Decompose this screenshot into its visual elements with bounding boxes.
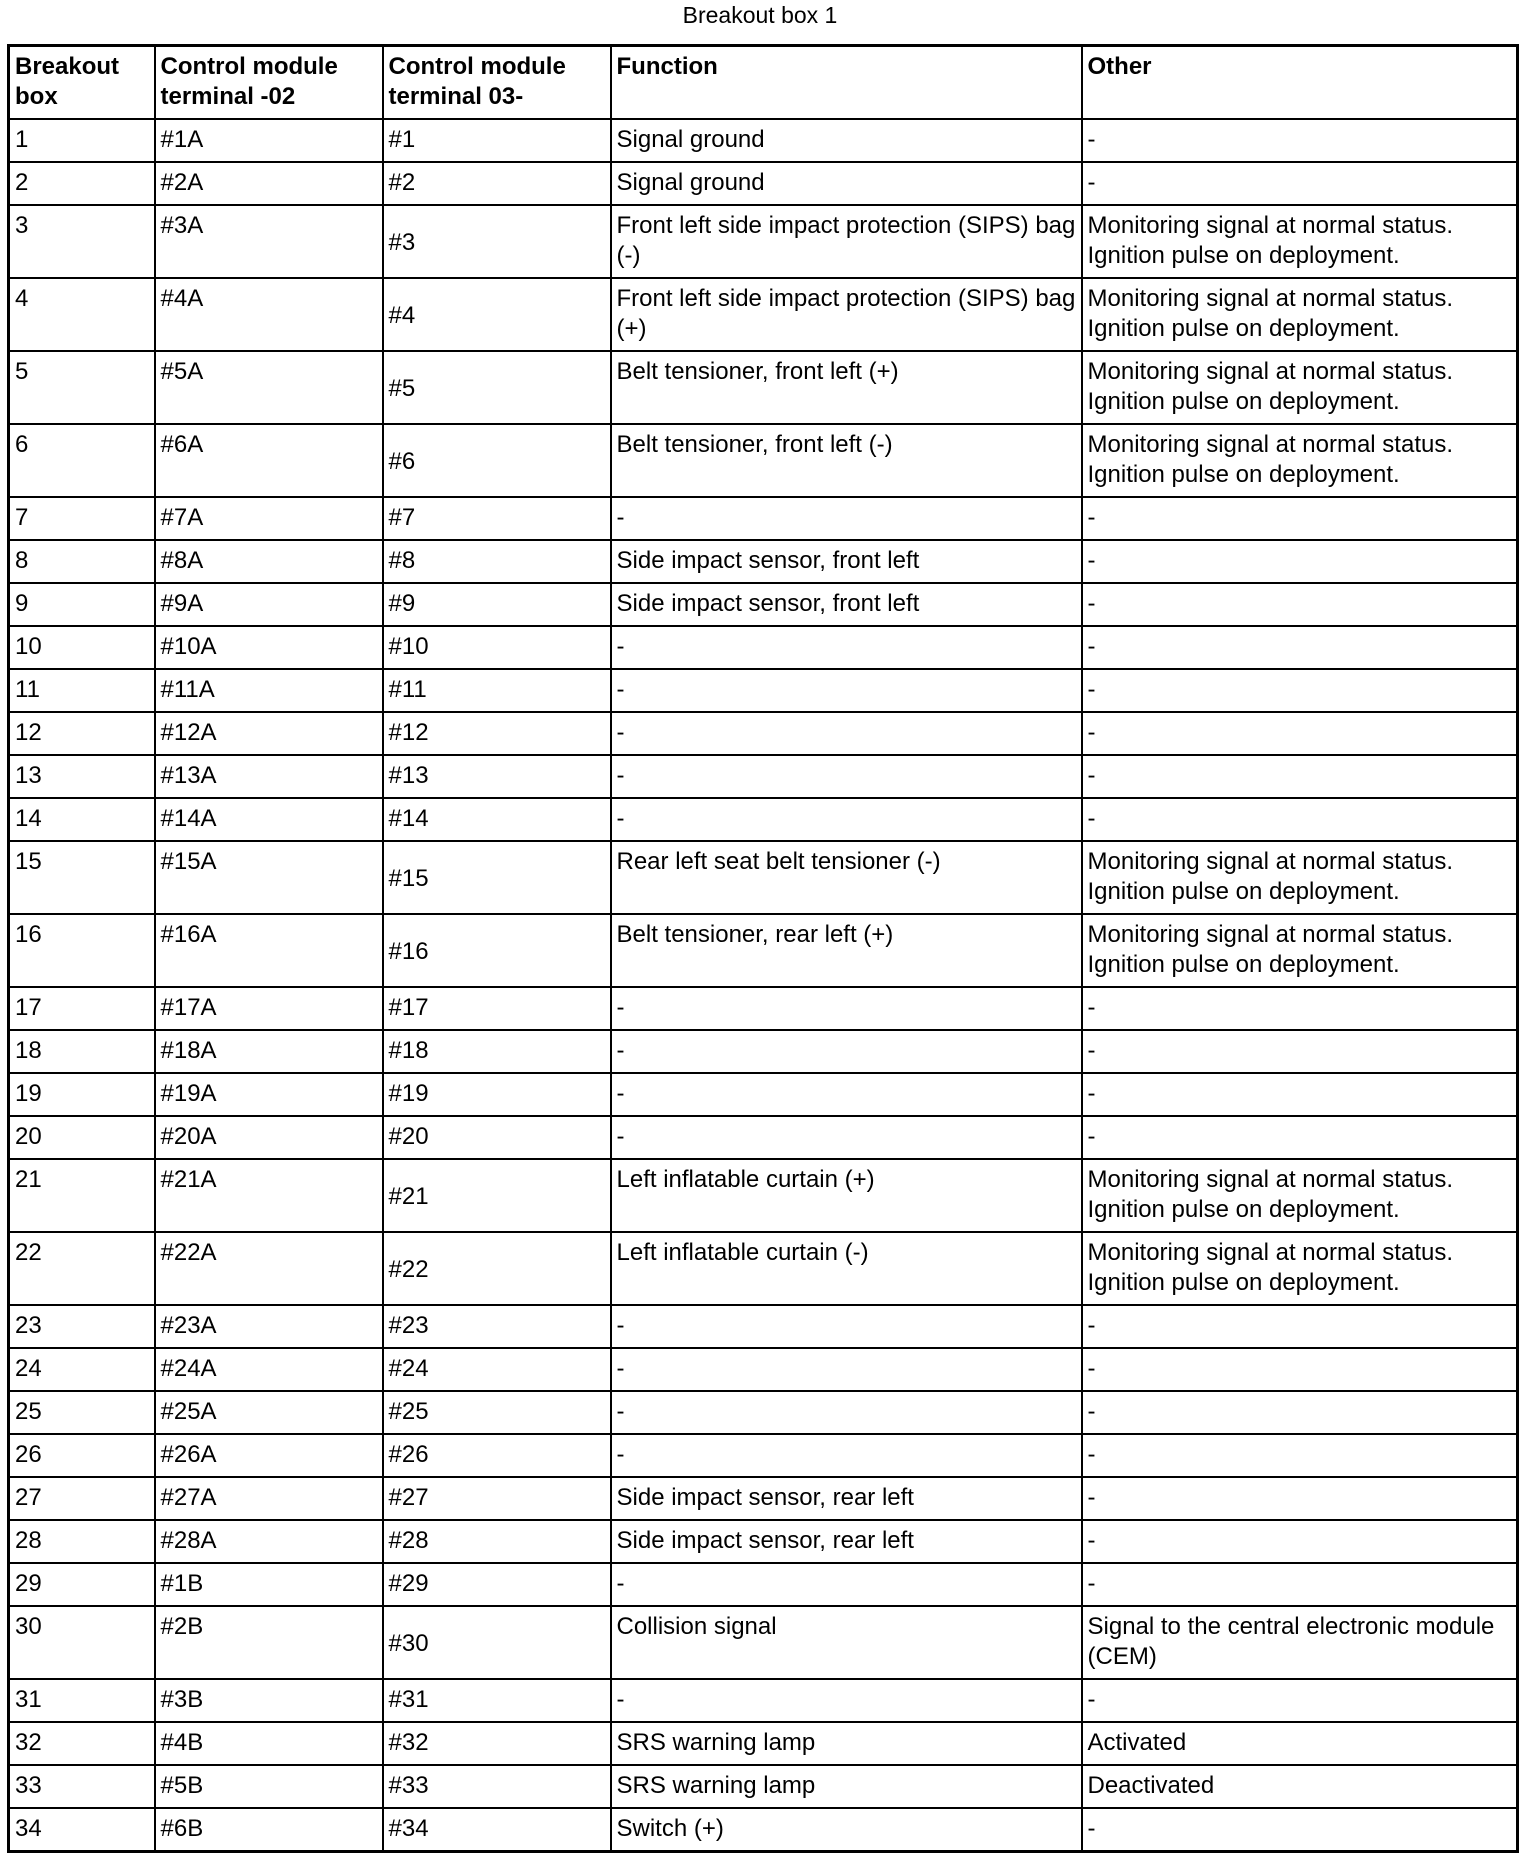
table-row xyxy=(9,1606,1518,1679)
breakout-box-cell: 5 xyxy=(9,351,155,424)
terminal-03-cell: #14 xyxy=(383,798,611,841)
table-row xyxy=(9,841,1518,914)
terminal-03-cell: #7 xyxy=(383,497,611,540)
table-row xyxy=(9,1808,1518,1852)
table-body xyxy=(9,119,1518,1852)
terminal-03-cell: #26 xyxy=(383,1434,611,1477)
column-header-terminal-02: Control module terminal -02 xyxy=(155,46,383,120)
terminal-03-cell: #16 xyxy=(383,914,611,987)
other-cell: Monitoring signal at normal status. Ignition pulse on deployment. xyxy=(1082,205,1518,278)
breakout-box-cell: 25 xyxy=(9,1391,155,1434)
other-cell: - xyxy=(1082,119,1518,162)
breakout-box-cell: 28 xyxy=(9,1520,155,1563)
other-cell: - xyxy=(1082,1679,1518,1722)
function-cell: Belt tensioner, front left (-) xyxy=(611,424,1082,497)
terminal-03-cell: #25 xyxy=(383,1391,611,1434)
terminal-03-cell: #22 xyxy=(383,1232,611,1305)
function-cell: - xyxy=(611,755,1082,798)
table-row xyxy=(9,1305,1518,1348)
breakout-box-cell: 22 xyxy=(9,1232,155,1305)
other-cell: - xyxy=(1082,1434,1518,1477)
other-cell: Activated xyxy=(1082,1722,1518,1765)
terminal-02-cell: #6B xyxy=(155,1808,383,1852)
breakout-box-cell: 10 xyxy=(9,626,155,669)
function-cell: - xyxy=(611,1073,1082,1116)
breakout-box-cell: 29 xyxy=(9,1563,155,1606)
table-row xyxy=(9,914,1518,987)
breakout-box-cell: 13 xyxy=(9,755,155,798)
terminal-02-cell: #17A xyxy=(155,987,383,1030)
terminal-02-cell: #23A xyxy=(155,1305,383,1348)
function-cell: - xyxy=(611,669,1082,712)
breakout-box-cell: 9 xyxy=(9,583,155,626)
breakout-box-cell: 31 xyxy=(9,1679,155,1722)
function-cell: - xyxy=(611,1563,1082,1606)
terminal-02-cell: #13A xyxy=(155,755,383,798)
terminal-03-cell: #19 xyxy=(383,1073,611,1116)
terminal-02-cell: #28A xyxy=(155,1520,383,1563)
function-cell: - xyxy=(611,497,1082,540)
function-cell: - xyxy=(611,712,1082,755)
terminal-02-cell: #26A xyxy=(155,1434,383,1477)
table-row xyxy=(9,1159,1518,1232)
breakout-box-cell: 3 xyxy=(9,205,155,278)
terminal-03-cell: #15 xyxy=(383,841,611,914)
function-cell: Side impact sensor, front left xyxy=(611,583,1082,626)
terminal-03-cell: #27 xyxy=(383,1477,611,1520)
terminal-02-cell: #27A xyxy=(155,1477,383,1520)
other-cell: - xyxy=(1082,162,1518,205)
table-row xyxy=(9,626,1518,669)
other-cell: Signal to the central electronic module (CEM) xyxy=(1082,1606,1518,1679)
terminal-02-cell: #20A xyxy=(155,1116,383,1159)
table-row xyxy=(9,497,1518,540)
function-cell: Front left side impact protection (SIPS) bag (+) xyxy=(611,278,1082,351)
terminal-02-cell: #12A xyxy=(155,712,383,755)
terminal-03-cell: #3 xyxy=(383,205,611,278)
terminal-02-cell: #6A xyxy=(155,424,383,497)
other-cell: Monitoring signal at normal status. Ignition pulse on deployment. xyxy=(1082,424,1518,497)
table-row xyxy=(9,1434,1518,1477)
breakout-box-cell: 33 xyxy=(9,1765,155,1808)
terminal-02-cell: #22A xyxy=(155,1232,383,1305)
function-cell: - xyxy=(611,1305,1082,1348)
table-row xyxy=(9,1520,1518,1563)
function-cell: Front left side impact protection (SIPS) bag (-) xyxy=(611,205,1082,278)
breakout-box-cell: 23 xyxy=(9,1305,155,1348)
function-cell: Collision signal xyxy=(611,1606,1082,1679)
terminal-02-cell: #16A xyxy=(155,914,383,987)
breakout-box-cell: 15 xyxy=(9,841,155,914)
terminal-03-cell: #11 xyxy=(383,669,611,712)
function-cell: Side impact sensor, front left xyxy=(611,540,1082,583)
function-cell: Rear left seat belt tensioner (-) xyxy=(611,841,1082,914)
table-row xyxy=(9,1679,1518,1722)
table-row xyxy=(9,987,1518,1030)
table-row xyxy=(9,162,1518,205)
table-row xyxy=(9,1563,1518,1606)
terminal-02-cell: #1B xyxy=(155,1563,383,1606)
terminal-03-cell: #5 xyxy=(383,351,611,424)
terminal-02-cell: #4A xyxy=(155,278,383,351)
terminal-03-cell: #34 xyxy=(383,1808,611,1852)
function-cell: - xyxy=(611,1434,1082,1477)
column-header-breakout-box: Breakout box xyxy=(9,46,155,120)
other-cell: - xyxy=(1082,755,1518,798)
table-row xyxy=(9,205,1518,278)
terminal-02-cell: #15A xyxy=(155,841,383,914)
terminal-02-cell: #11A xyxy=(155,669,383,712)
breakout-box-cell: 26 xyxy=(9,1434,155,1477)
breakout-box-cell: 24 xyxy=(9,1348,155,1391)
table-row xyxy=(9,1391,1518,1434)
terminal-02-cell: #4B xyxy=(155,1722,383,1765)
breakout-box-table xyxy=(7,44,1519,1853)
other-cell: Monitoring signal at normal status. Ignition pulse on deployment. xyxy=(1082,278,1518,351)
other-cell: - xyxy=(1082,798,1518,841)
function-cell: Side impact sensor, rear left xyxy=(611,1477,1082,1520)
breakout-box-cell: 20 xyxy=(9,1116,155,1159)
function-cell: Signal ground xyxy=(611,119,1082,162)
breakout-box-cell: 30 xyxy=(9,1606,155,1679)
table-row xyxy=(9,1030,1518,1073)
breakout-box-cell: 18 xyxy=(9,1030,155,1073)
table-row xyxy=(9,1073,1518,1116)
terminal-02-cell: #1A xyxy=(155,119,383,162)
terminal-03-cell: #23 xyxy=(383,1305,611,1348)
breakout-box-cell: 14 xyxy=(9,798,155,841)
function-cell: - xyxy=(611,798,1082,841)
breakout-box-cell: 19 xyxy=(9,1073,155,1116)
column-header-function: Function xyxy=(611,46,1082,120)
function-cell: - xyxy=(611,987,1082,1030)
terminal-02-cell: #10A xyxy=(155,626,383,669)
function-cell: Left inflatable curtain (+) xyxy=(611,1159,1082,1232)
breakout-box-cell: 34 xyxy=(9,1808,155,1852)
terminal-03-cell: #28 xyxy=(383,1520,611,1563)
function-cell: SRS warning lamp xyxy=(611,1722,1082,1765)
other-cell: Monitoring signal at normal status. Ignition pulse on deployment. xyxy=(1082,1159,1518,1232)
terminal-02-cell: #25A xyxy=(155,1391,383,1434)
terminal-02-cell: #5A xyxy=(155,351,383,424)
breakout-box-cell: 1 xyxy=(9,119,155,162)
terminal-03-cell: #13 xyxy=(383,755,611,798)
table-row xyxy=(9,1232,1518,1305)
breakout-box-cell: 2 xyxy=(9,162,155,205)
terminal-03-cell: #18 xyxy=(383,1030,611,1073)
table-row xyxy=(9,669,1518,712)
table-row xyxy=(9,351,1518,424)
column-header-other: Other xyxy=(1082,46,1518,120)
terminal-03-cell: #32 xyxy=(383,1722,611,1765)
terminal-02-cell: #2B xyxy=(155,1606,383,1679)
function-cell: Belt tensioner, front left (+) xyxy=(611,351,1082,424)
terminal-03-cell: #12 xyxy=(383,712,611,755)
table-row xyxy=(9,1477,1518,1520)
other-cell: Monitoring signal at normal status. Ignition pulse on deployment. xyxy=(1082,914,1518,987)
breakout-box-cell: 11 xyxy=(9,669,155,712)
other-cell: Monitoring signal at normal status. Ignition pulse on deployment. xyxy=(1082,351,1518,424)
other-cell: - xyxy=(1082,540,1518,583)
function-cell: - xyxy=(611,1679,1082,1722)
breakout-box-cell: 8 xyxy=(9,540,155,583)
table-row xyxy=(9,755,1518,798)
table-row xyxy=(9,424,1518,497)
other-cell: - xyxy=(1082,1116,1518,1159)
other-cell: Monitoring signal at normal status. Ignition pulse on deployment. xyxy=(1082,1232,1518,1305)
terminal-02-cell: #21A xyxy=(155,1159,383,1232)
other-cell: - xyxy=(1082,1305,1518,1348)
other-cell: - xyxy=(1082,583,1518,626)
breakout-box-cell: 4 xyxy=(9,278,155,351)
other-cell: - xyxy=(1082,987,1518,1030)
terminal-03-cell: #29 xyxy=(383,1563,611,1606)
other-cell: - xyxy=(1082,497,1518,540)
function-cell: - xyxy=(611,1116,1082,1159)
table-row xyxy=(9,1348,1518,1391)
table-row xyxy=(9,1722,1518,1765)
breakout-box-cell: 32 xyxy=(9,1722,155,1765)
other-cell: Deactivated xyxy=(1082,1765,1518,1808)
table-row xyxy=(9,712,1518,755)
breakout-box-cell: 17 xyxy=(9,987,155,1030)
terminal-02-cell: #9A xyxy=(155,583,383,626)
function-cell: - xyxy=(611,1348,1082,1391)
table-row xyxy=(9,583,1518,626)
terminal-03-cell: #17 xyxy=(383,987,611,1030)
terminal-03-cell: #10 xyxy=(383,626,611,669)
other-cell: - xyxy=(1082,1391,1518,1434)
function-cell: - xyxy=(611,626,1082,669)
function-cell: Signal ground xyxy=(611,162,1082,205)
other-cell: - xyxy=(1082,1808,1518,1852)
terminal-02-cell: #19A xyxy=(155,1073,383,1116)
other-cell: - xyxy=(1082,1348,1518,1391)
other-cell: - xyxy=(1082,669,1518,712)
other-cell: - xyxy=(1082,1563,1518,1606)
table-row xyxy=(9,1765,1518,1808)
breakout-box-cell: 16 xyxy=(9,914,155,987)
other-cell: - xyxy=(1082,1073,1518,1116)
table-row xyxy=(9,540,1518,583)
breakout-box-cell: 21 xyxy=(9,1159,155,1232)
terminal-02-cell: #3B xyxy=(155,1679,383,1722)
terminal-03-cell: #21 xyxy=(383,1159,611,1232)
terminal-02-cell: #8A xyxy=(155,540,383,583)
table-row xyxy=(9,278,1518,351)
terminal-03-cell: #8 xyxy=(383,540,611,583)
terminal-02-cell: #5B xyxy=(155,1765,383,1808)
terminal-03-cell: #20 xyxy=(383,1116,611,1159)
terminal-03-cell: #6 xyxy=(383,424,611,497)
terminal-03-cell: #4 xyxy=(383,278,611,351)
terminal-02-cell: #24A xyxy=(155,1348,383,1391)
table-row xyxy=(9,119,1518,162)
breakout-box-cell: 7 xyxy=(9,497,155,540)
table-row xyxy=(9,798,1518,841)
table-caption: Breakout box 1 xyxy=(682,2,838,28)
function-cell: - xyxy=(611,1030,1082,1073)
other-cell: - xyxy=(1082,1030,1518,1073)
terminal-03-cell: #31 xyxy=(383,1679,611,1722)
terminal-03-cell: #24 xyxy=(383,1348,611,1391)
terminal-03-cell: #33 xyxy=(383,1765,611,1808)
breakout-box-cell: 27 xyxy=(9,1477,155,1520)
terminal-03-cell: #2 xyxy=(383,162,611,205)
other-cell: - xyxy=(1082,1477,1518,1520)
other-cell: - xyxy=(1082,712,1518,755)
function-cell: Left inflatable curtain (-) xyxy=(611,1232,1082,1305)
terminal-02-cell: #14A xyxy=(155,798,383,841)
terminal-02-cell: #2A xyxy=(155,162,383,205)
other-cell: Monitoring signal at normal status. Ignition pulse on deployment. xyxy=(1082,841,1518,914)
terminal-02-cell: #3A xyxy=(155,205,383,278)
terminal-03-cell: #1 xyxy=(383,119,611,162)
other-cell: - xyxy=(1082,1520,1518,1563)
terminal-02-cell: #7A xyxy=(155,497,383,540)
terminal-03-cell: #9 xyxy=(383,583,611,626)
function-cell: - xyxy=(611,1391,1082,1434)
breakout-box-cell: 6 xyxy=(9,424,155,497)
header-row xyxy=(9,46,1518,120)
function-cell: Side impact sensor, rear left xyxy=(611,1520,1082,1563)
column-header-terminal-03: Control module terminal 03- xyxy=(383,46,611,120)
terminal-02-cell: #18A xyxy=(155,1030,383,1073)
function-cell: Switch (+) xyxy=(611,1808,1082,1852)
table-row xyxy=(9,1116,1518,1159)
breakout-box-cell: 12 xyxy=(9,712,155,755)
function-cell: SRS warning lamp xyxy=(611,1765,1082,1808)
terminal-03-cell: #30 xyxy=(383,1606,611,1679)
other-cell: - xyxy=(1082,626,1518,669)
function-cell: Belt tensioner, rear left (+) xyxy=(611,914,1082,987)
